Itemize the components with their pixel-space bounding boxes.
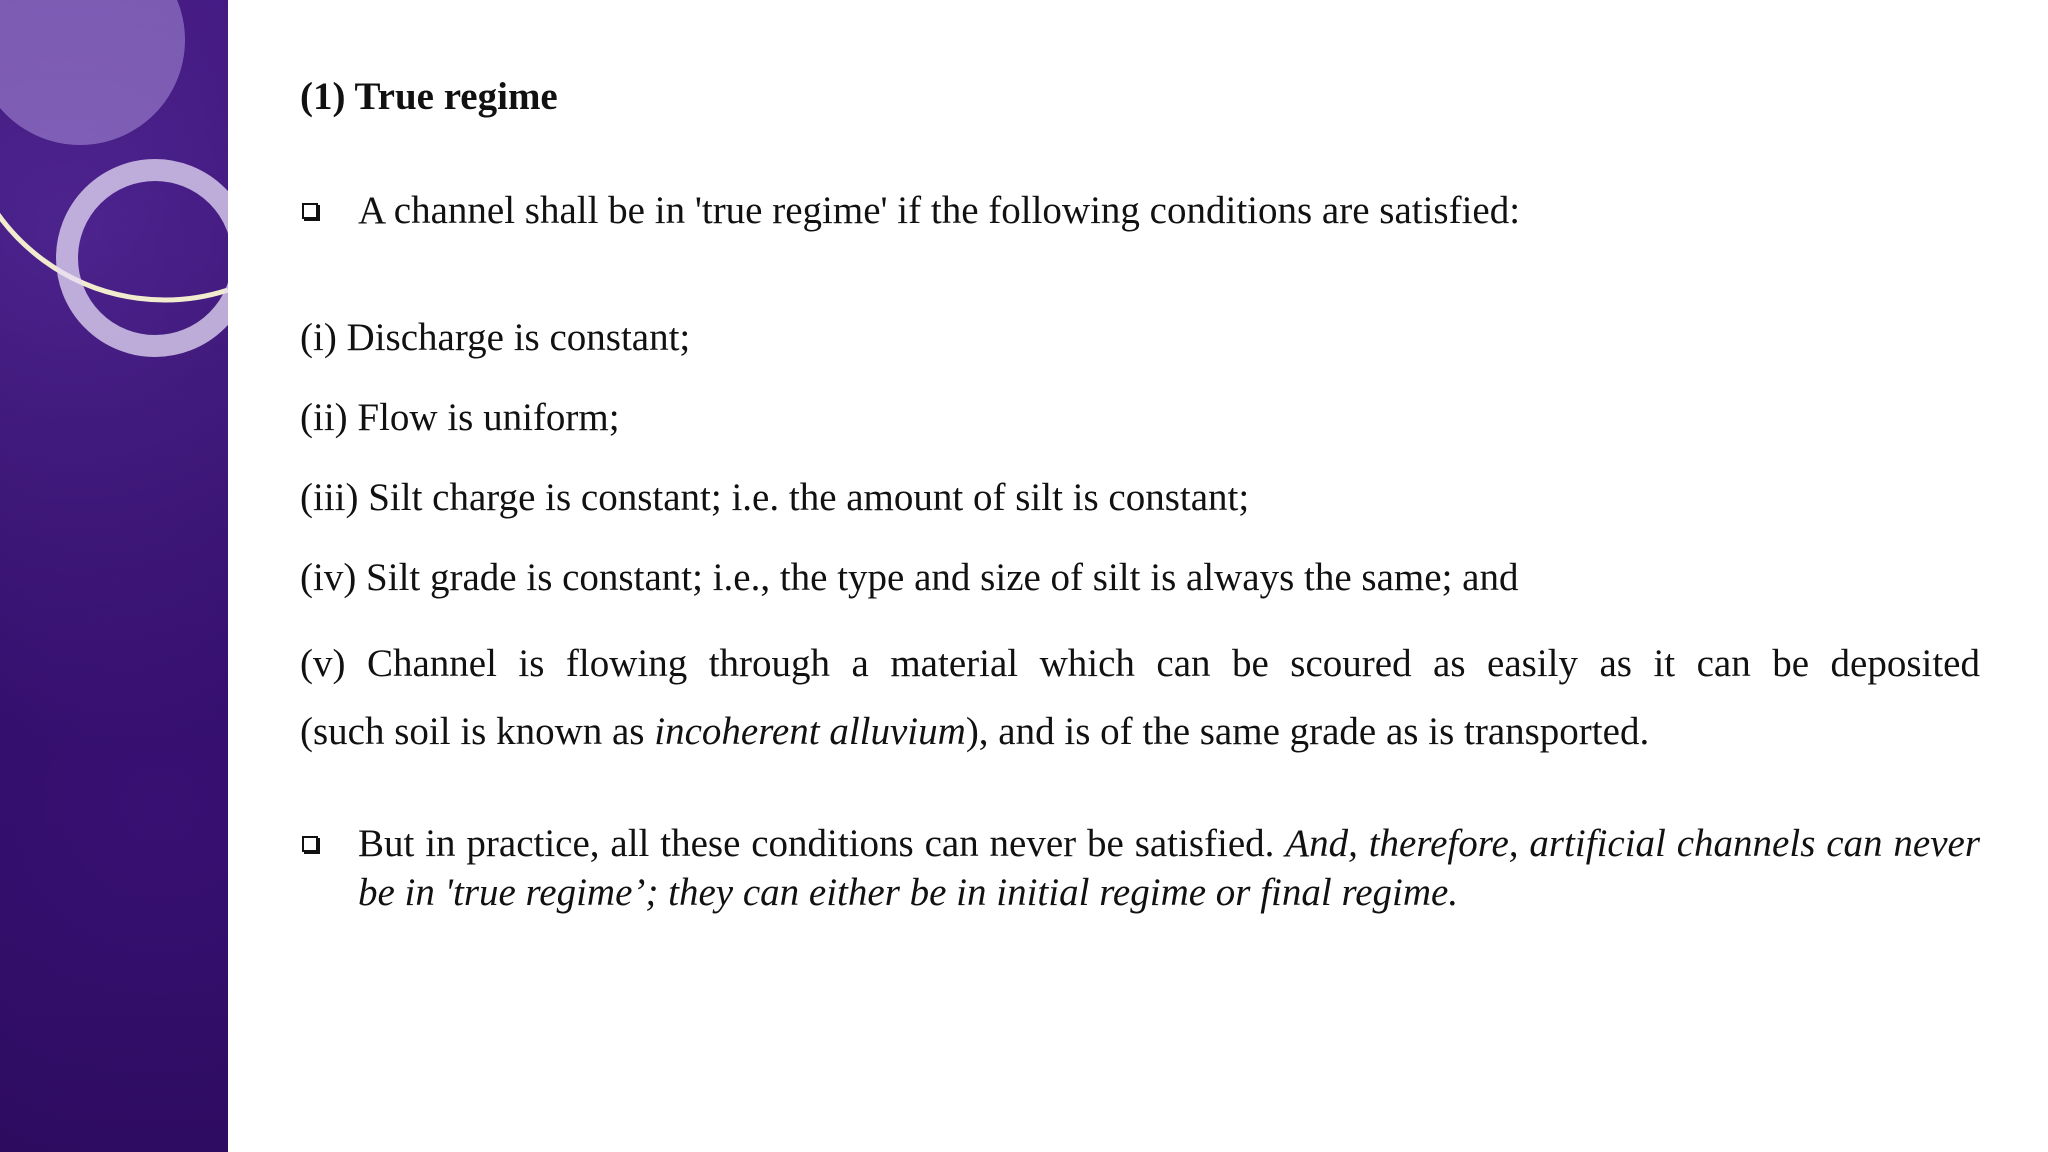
square-bullet-icon xyxy=(302,836,318,852)
condition-text: ), and is of the same grade as is transported. xyxy=(965,710,1650,753)
condition-text-line: (v) Channel is flowing through a material which can be scoured as easily as it can be deposited xyxy=(300,642,1980,685)
bullet-text-italic: And, therefore, artificial channels can never be in 'true regime’; they can either be in initial regime or final regime. xyxy=(358,822,1981,914)
condition-item: (i) Discharge is constant; xyxy=(300,316,691,359)
square-bullet-icon xyxy=(302,203,318,219)
bullet-text-normal: But in practice, all these conditions can never be satisfied. xyxy=(358,822,1286,865)
condition-italic-term: incoherent alluvium xyxy=(654,710,966,753)
condition-text: (such soil is known as xyxy=(300,710,655,753)
condition-item: (iii) Silt charge is constant; i.e. the amount of silt is constant; xyxy=(300,476,1250,519)
slide-title: (1) True regime xyxy=(300,75,558,118)
decorative-side-panel xyxy=(0,0,228,1152)
condition-item: (ii) Flow is uniform; xyxy=(300,396,620,439)
bullet-item-intro xyxy=(300,186,1980,235)
bullet-text: A channel shall be in 'true regime' if the following conditions are satisfied: xyxy=(358,189,1521,232)
bullet-text xyxy=(358,819,1980,917)
condition-item xyxy=(300,630,1980,766)
condition-item: (iv) Silt grade is constant; i.e., the type and size of silt is always the same; and xyxy=(300,556,1519,599)
bullet-item-practice xyxy=(300,819,1980,917)
decorative-circles-graphic xyxy=(0,0,228,1152)
slide-content xyxy=(300,0,1980,1152)
